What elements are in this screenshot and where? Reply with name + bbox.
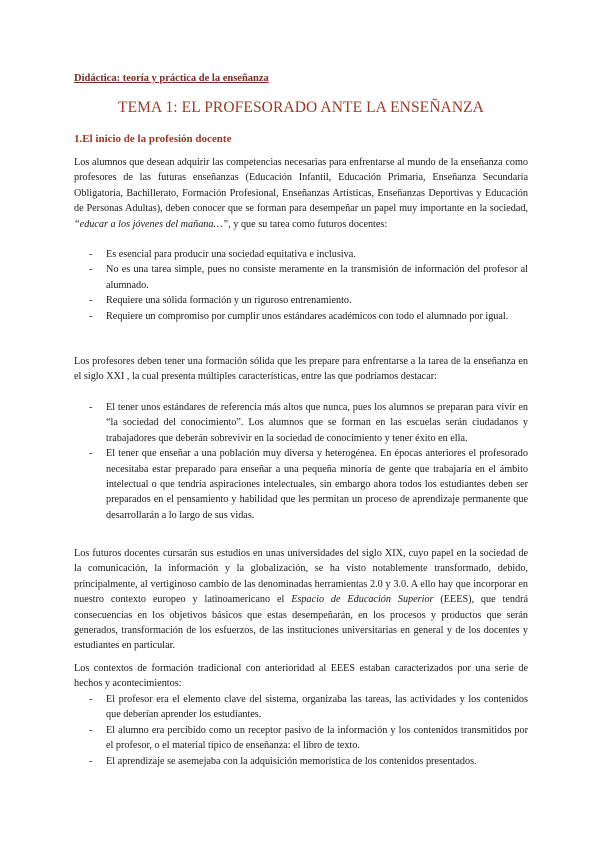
dash-bullet: - <box>89 448 93 460</box>
dash-bullet: - <box>89 310 93 322</box>
paragraph-1-text: Los alumnos que desean adquirir las competencias necesarias para enfrentarse al mundo de la enseñanza como profesores de las futuras enseñanzas (Educación Infantil, Educación Primaria, Enseñanza Secundaria Obligatoria, Bachillerato, Formación Profesional, Enseñanzas Artísticas, Enseñanzas Deportivas y Educación de Personas Adultas), deben conocer que se forman para desempeñar un papel muy importante en la sociedad, <box>74 157 528 215</box>
document-title: TEMA 1: EL PROFESORADO ANTE LA ENSEÑANZA <box>118 99 484 116</box>
paragraph-3-italic: Espacio de Educación Superior <box>291 594 434 606</box>
list-item-text: No es una tarea simple, pues no consiste meramente en la transmisión de información del profesor al alumnado. <box>106 264 528 291</box>
list-item <box>74 262 528 293</box>
dash-bullet: - <box>89 264 93 276</box>
list-3 <box>74 692 528 769</box>
list-item-text: El aprendizaje se asemejaba con la adquisición memorística de los contenidos presentados. <box>106 755 477 767</box>
list-item <box>74 754 528 769</box>
list-1 <box>74 247 528 324</box>
dash-bullet: - <box>89 694 93 705</box>
paragraph-1-quote: “educar a los jóvenes del mañana…”, <box>74 218 231 230</box>
section-heading: 1.El inicio de la profesión docente <box>74 133 232 145</box>
list-item <box>74 309 528 324</box>
paragraph-1-end: y que su tarea como futuros docentes: <box>230 218 388 230</box>
list-item <box>74 247 528 262</box>
list-item <box>74 692 528 723</box>
dash-bullet: - <box>89 402 93 413</box>
list-item-text: Requiere un compromiso por cumplir unos estándares académicos con todo el alumnado por igual. <box>106 310 509 322</box>
list-item-text: El tener unos estándares de referencia más altos que nunca, pues los alumnos se preparan para vivir en “la sociedad del conocimiento”. Los alumnos que se forman en las escuelas serán ciudadanos y trabajadores que deberán sobrevivir en la sociedad de conocimiento y tener éxito en ella. <box>106 402 528 444</box>
list-item <box>74 723 528 754</box>
paragraph-3 <box>74 546 528 654</box>
dash-bullet: - <box>89 724 93 736</box>
list-item-text: El tener que enseñar a una población muy diversa y heterogénea. En épocas anteriores el profesorado necesitaba estar preparado para enseñar a una pequeña minoría de gente que trabajaría en el ámbito intelectual o que tendría aspiraciones intelectuales, sin embargo ahora todos los estudiantes deben ser preparados en el pensamiento y habilidad que les permitan un proceso de aprendizaje permanente que desarrollarán a lo largo de sus vidas. <box>106 448 528 521</box>
list-item <box>74 293 528 308</box>
dash-bullet: - <box>89 249 93 260</box>
dash-bullet: - <box>89 295 93 307</box>
paragraph-3-end: (EEES), que tendrá consecuencias en los objetivos básicos que estas desempeñarán, en los procesos y productos que serán generados, transformación de los esfuerzos, de las instituciones universitarias en general y de los docentes y estudiantes en particular. <box>74 594 528 652</box>
paragraph-2: Los profesores deben tener una formación sólida que les prepare para enfrentarse a la tarea de la enseñanza en el siglo XXI , la cual presenta múltiples características, entre las que podríamos destacar: <box>74 356 528 383</box>
list-item <box>74 400 528 446</box>
list-item-text: El alumno era percibido como un receptor pasivo de la información y los contenidos transmitidos por el profesor, o el material típico de enseñanza: el libro de texto. <box>106 724 528 752</box>
paragraph-4: Los contextos de formación tradicional con anterioridad al EEES estaban caracterizados por una serie de hechos y acontecimientos: <box>74 663 528 690</box>
paragraph-1 <box>74 155 528 232</box>
list-item-text: Requiere una sólida formación y un riguroso entrenamiento. <box>106 295 352 307</box>
list-item-text: Es esencial para producir una sociedad equitativa e inclusiva. <box>106 249 356 260</box>
list-item <box>74 446 528 523</box>
running-header: Didáctica: teoría y práctica de la enseñanza <box>74 73 269 84</box>
dash-bullet: - <box>89 755 93 767</box>
list-item-text: El profesor era el elemento clave del sistema, organizaba las tareas, las actividades y los contenidos que deberían aprender los estudiantes. <box>106 694 528 721</box>
paragraph-3-text: Los futuros docentes cursarán sus estudios en unas universidades del siglo XIX, cuyo papel en la sociedad de la comunicación, la información y la globalización, se ha visto notablemente transformado, debido, principalmente, al vertiginoso cambio de las denominadas herramientas 2.0 y 3.0. A ello hay que incorporar en nuestro contexto europeo y latinoamericano el <box>74 548 528 606</box>
list-2 <box>74 400 528 523</box>
